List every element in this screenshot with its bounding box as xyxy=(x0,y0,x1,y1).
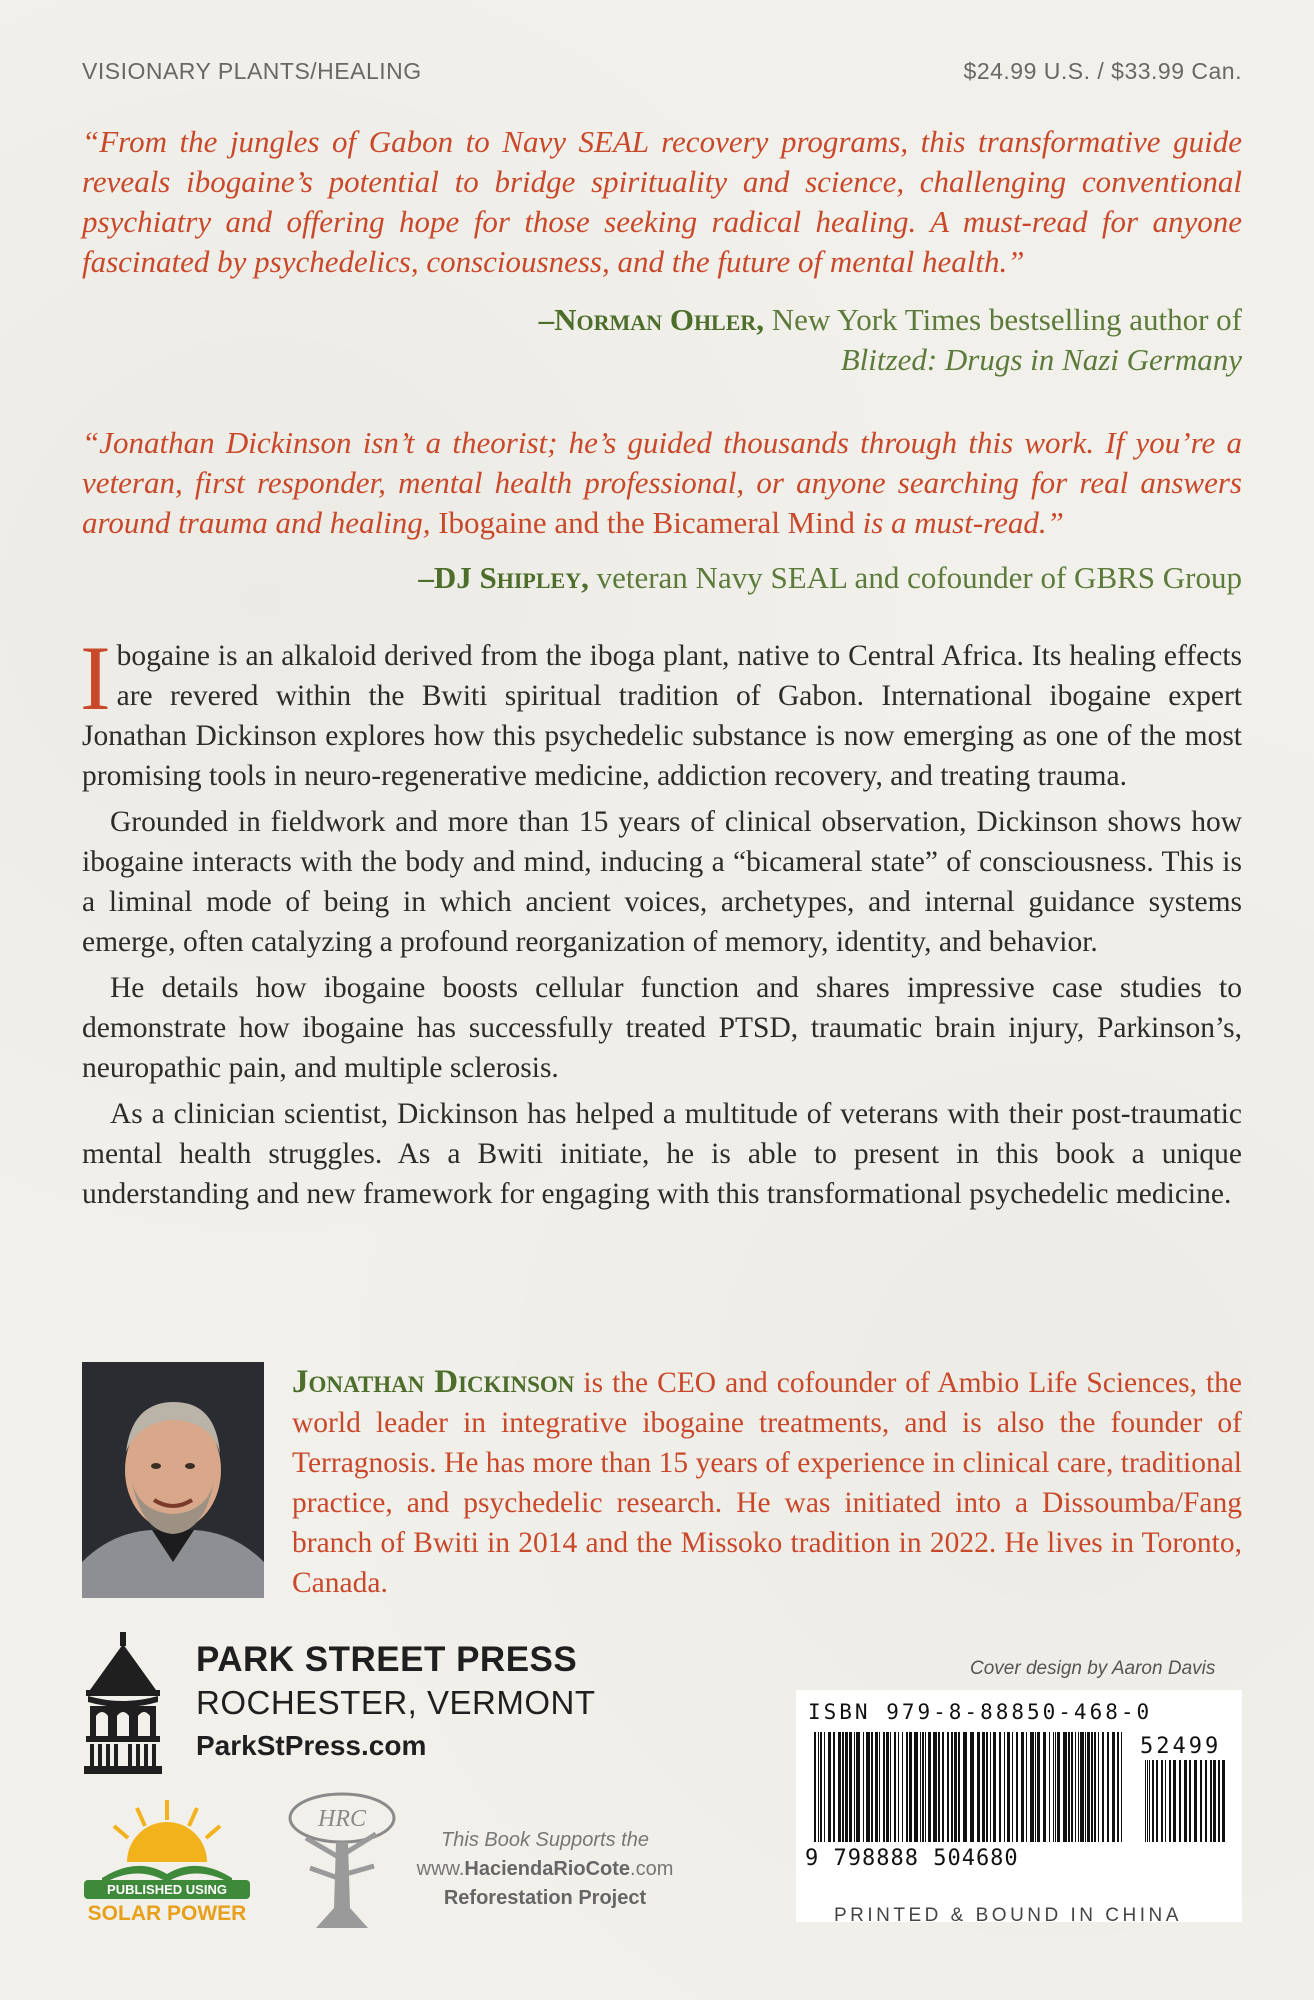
description-paragraph-1: Ibogaine is an alkaloid derived from the iboga plant, native to Central Africa. Its healing effects are revered within the Bwiti spiritual tradition of Gabon. International ibogaine expert Jonathan Dickinson explores how this psychedelic substance is now emerging as one of the most promising tools in neuro-regenerative medicine, addiction recovery, and treating trauma. xyxy=(80,627,1242,792)
author-bio xyxy=(292,1362,1242,1603)
park-street-press-logo-icon xyxy=(82,1632,164,1782)
category-label: VISIONARY PLANTS/HEALING xyxy=(82,58,422,84)
ean-number: 9 798888 504680 xyxy=(805,1846,1019,1871)
solar-label-line1: PUBLISHED USING xyxy=(84,1880,250,1899)
isbn-label: ISBN 979-8-88850-468-0 xyxy=(808,1700,1153,1724)
quote-2-end: is a must-read.” xyxy=(854,505,1064,540)
description-paragraph-4: As a clinician scientist, Dickinson has helped a multitude of veterans with their post-traumatic mental health struggles. As a Bwiti initiate, he is able to present in this book a unique understanding and new framework for engaging with this transformational psychedelic medicine. xyxy=(82,1098,1242,1210)
printed-notice: PRINTED & BOUND IN CHINA xyxy=(834,1905,1182,1926)
endorsement-attribution-2 xyxy=(418,558,1242,598)
endorser-book-1: Blitzed: Drugs in Nazi Germany xyxy=(840,342,1242,377)
hacienda-url[interactable]: www.HaciendaRioCote.com xyxy=(416,1858,674,1880)
endorsement-attribution-1 xyxy=(539,300,1242,380)
endorsement-quote-1: “From the jungles of Gabon to Navy SEAL recovery programs, this transformative guide reveals ibogaine’s potential to bridge spirituality and science, challenging conventional psychiatry and offering hope for those seeking radical healing. A must-read for anyone fascinated by psychedelics, consciousness, and the future of mental health.” xyxy=(82,124,1242,279)
author-bio-text: is the CEO and cofounder of Ambio Life Sciences, the world leader in integrative ibogaine treatments, and is also the founder of Terragnosis. He has more than 15 years of experience in clinical care, traditional practice, and psychedelic research. He was initiated into a Dissoumba/Fang branch of Bwiti in 2014 and the Missoko tradition in 2022. He lives in Toronto, Canada. xyxy=(292,1367,1242,1599)
endorser-credential-1: New York Times bestselling author of xyxy=(764,302,1242,337)
endorser-name-2: –DJ Shipley, xyxy=(418,560,589,595)
hrc-tree-logo-icon xyxy=(276,1788,416,1938)
drop-cap: I xyxy=(80,627,111,729)
publisher-location: ROCHESTER, VERMONT xyxy=(196,1684,596,1721)
price-code: 52499 xyxy=(1140,1734,1222,1759)
author-name: Jonathan Dickinson xyxy=(292,1364,575,1400)
endorser-name-1: –Norman Ohler, xyxy=(538,302,765,337)
author-photo xyxy=(82,1362,264,1598)
quote-2-book-title: Ibogaine and the Bicameral Mind xyxy=(438,505,855,540)
hrc-logo-text: HRC xyxy=(318,1806,366,1832)
cover-credit: Cover design by Aaron Davis xyxy=(970,1658,1216,1679)
reforestation-notice: This Book Supports the www.HaciendaRioCote.com Reforestation Project xyxy=(410,1826,680,1913)
solar-power-logo-icon xyxy=(82,1790,252,1920)
publisher-name: PARK STREET PRESS xyxy=(196,1640,578,1679)
endorsement-quote-2 xyxy=(82,423,1242,543)
endorser-credential-2: veteran Navy SEAL and cofounder of GBRS Group xyxy=(588,560,1242,595)
solar-label-line2: SOLAR POWER xyxy=(87,1902,247,1925)
quote-2-start: “Jonathan Dickinson isn’t a theorist; he’s guided thousands through this work. If you’re a veteran, first responder, mental health professional, or anyone searching for real answers around trauma and healing, xyxy=(82,425,1242,540)
description-paragraph-3: He details how ibogaine boosts cellular function and shares impressive case studies to demonstrate how ibogaine has successfully treated PTSD, traumatic brain injury, Parkinson’s, neuropathic pain, and multiple sclerosis. xyxy=(82,972,1242,1084)
book-description xyxy=(80,627,1242,1220)
publisher-url[interactable]: ParkStPress.com xyxy=(196,1730,427,1761)
description-paragraph-2: Grounded in fieldwork and more than 15 years of clinical observation, Dickinson shows how ibogaine interacts with the body and mind, inducing a “bicameral state” of consciousness. This is a liminal mode of being in which ancient voices, archetypes, and internal guidance systems emerge, often catalyzing a profound reorganization of memory, identity, and behavior. xyxy=(82,806,1242,958)
price-label: $24.99 U.S. / $33.99 Can. xyxy=(963,58,1242,84)
